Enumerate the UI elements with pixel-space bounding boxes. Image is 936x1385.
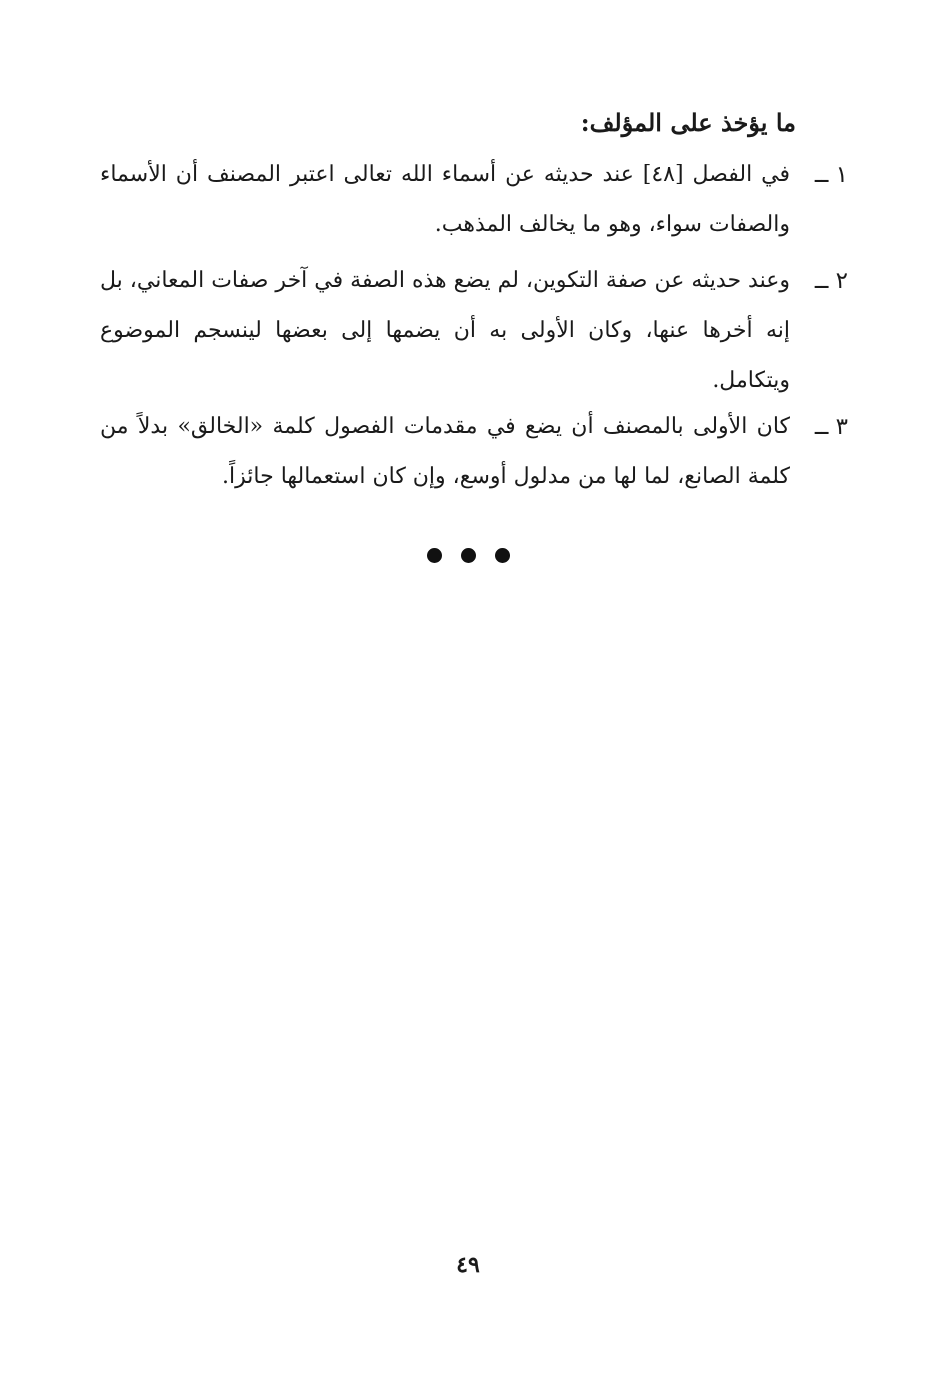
list-item-text: في الفصل [٤٨] عند حديثه عن أسماء الله تعالى اعتبر المصنف أن الأسماء والصفات سواء، وهو ما يخالف المذهب. — [100, 162, 790, 237]
list-item — [100, 150, 848, 250]
dot-icon — [461, 548, 476, 563]
three-dots-separator-icon — [0, 548, 936, 563]
list-item-text: كان الأولى بالمصنف أن يضع في مقدمات الفصول كلمة «الخالق» بدلاً من كلمة الصانع، لما لها من مدلول أوسع، وإن كان استعمالها جائزاً. — [100, 414, 790, 489]
dot-icon — [495, 548, 510, 563]
list-item-number: ٣ ــ — [814, 414, 848, 440]
section-heading: ما يؤخذ على المؤلف: — [580, 108, 796, 137]
list-item-number: ٢ ــ — [814, 268, 848, 294]
page-number: ٤٩ — [456, 1252, 480, 1278]
dot-icon — [427, 548, 442, 563]
list-item-number: ١ ــ — [814, 162, 848, 188]
list-item-text: وعند حديثه عن صفة التكوين، لم يضع هذه الصفة في آخر صفات المعاني، بل إنه أخرها عنها، وكان الأولى به أن يضمها إلى بعضها لينسجم الموضوع ويتكامل. — [100, 268, 790, 393]
list-item — [100, 256, 848, 406]
list-item — [100, 402, 848, 502]
